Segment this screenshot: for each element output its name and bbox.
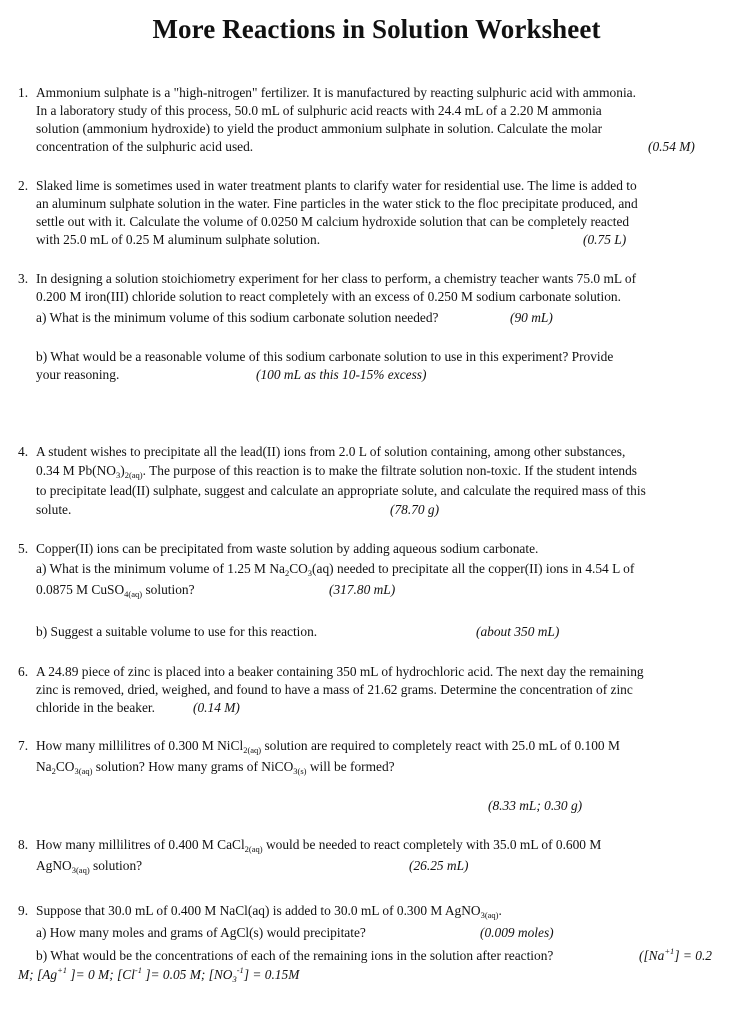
question-text: zinc is removed, dried, weighed, and found to have a mass of 21.62 grams. Determine the concentration of zinc — [36, 682, 633, 697]
answer: (317.80 mL) — [329, 582, 396, 597]
answer: (0.75 L) — [583, 232, 627, 247]
subquestion-a: a) What is the minimum volume of this sodium carbonate solution needed? — [36, 310, 439, 325]
subquestion-b: b) What would be a reasonable volume of this sodium carbonate solution to use in this experiment? Provide — [36, 349, 614, 364]
question-text: concentration of the sulphuric acid used. — [36, 139, 254, 154]
question-text: How many millilitres of 0.400 M CaCl$_{2(aq)}$ would be needed to react completely with 35.0 mL of 0.600 M — [36, 837, 602, 854]
question-number: 3. — [18, 271, 29, 286]
question-text: settle out with it. Calculate the volume of 0.0250 M calcium hydroxide solution that can be completely reacted — [36, 214, 630, 229]
answer: (8.33 mL; 0.30 g) — [488, 798, 583, 813]
question-number: 7. — [18, 738, 29, 753]
subquestion-a: a) What is the minimum volume of 1.25 M $Na_2CO_3(aq)$ needed to precipitate all the copper(II) ions in 4.54 L of — [36, 561, 635, 578]
question-4 — [18, 443, 723, 519]
question-text: 0.0875 M CuSO$_{4(aq)}$ solution? — [36, 582, 195, 599]
answer: (about 350 mL) — [476, 624, 560, 639]
question-text: an aluminum sulphate solution in the water. Fine particles in the water stick to the floc precipitate produced, and — [36, 196, 638, 211]
question-text: A 24.89 piece of zinc is placed into a beaker containing 350 mL of hydrochloric acid. The next day the remaining — [36, 664, 644, 679]
question-text: AgNO$_{3(aq)}$ solution? — [36, 858, 143, 875]
question-number: 2. — [18, 178, 29, 193]
page-title: More Reactions in Solution Worksheet — [152, 14, 601, 44]
question-8 — [18, 836, 723, 878]
question-6 — [18, 663, 723, 717]
question-number: 8. — [18, 837, 29, 852]
answer: (78.70 g) — [390, 502, 440, 517]
question-number: 5. — [18, 541, 29, 556]
question-text: Copper(II) ions can be precipitated from waste solution by adding aqueous sodium carbonate. — [36, 541, 539, 556]
answer: (0.009 moles) — [480, 925, 554, 940]
question-number: 9. — [18, 903, 29, 918]
question-text: Ammonium sulphate is a "high-nitrogen" fertilizer. It is manufactured by reacting sulphuric acid with ammonia. — [36, 85, 636, 100]
question-text: Suppose that 30.0 mL of 0.400 M NaCl(aq) is added to 30.0 mL of 0.300 M AgNO$_{3(aq)}$. — [36, 903, 502, 920]
question-text: solute. — [36, 502, 72, 517]
question-text: How many millilitres of 0.300 M NiCl$_{2(aq)}$ solution are required to completely react with 25.0 mL of 0.100 M — [36, 738, 620, 755]
question-7 — [18, 737, 723, 817]
question-5 — [18, 540, 723, 645]
question-text: with 25.0 mL of 0.25 M aluminum sulphate solution. — [36, 232, 321, 247]
subquestion-b: b) Suggest a suitable volume to use for this reaction. — [36, 624, 318, 639]
question-text: solution (ammonium hydroxide) to yield the product ammonium sulphate in solution. Calculate the molar — [36, 121, 603, 136]
question-number: 1. — [18, 85, 29, 100]
answer: (26.25 mL) — [409, 858, 469, 873]
question-text: 0.200 M iron(III) chloride solution to react completely with an excess of 0.250 M sodium carbonate solution. — [36, 289, 621, 304]
question-text: A student wishes to precipitate all the lead(II) ions from 2.0 L of solution containing, among other substances, — [36, 444, 626, 459]
question-text: your reasoning. — [36, 367, 120, 382]
question-number: 6. — [18, 664, 29, 679]
question-text: In a laboratory study of this process, 50.0 mL of sulphuric acid reacts with 24.4 mL of a 2.20 M ammonia — [36, 103, 602, 118]
answer: (100 mL as this 10-15% excess) — [256, 367, 427, 382]
subquestion-a: a) How many moles and grams of AgCl(s) would precipitate? — [36, 925, 366, 940]
answer: (90 mL) — [510, 310, 553, 325]
question-number: 4. — [18, 444, 29, 459]
question-1 — [18, 84, 723, 156]
answer: ($[Na^{+1}] = 0.2$ — [639, 946, 712, 963]
question-text: $Na_2CO_{3(aq)}$ solution? How many grams of NiCO$_{3(s)}$ will be formed? — [36, 759, 395, 776]
question-text: 0.34 M $Pb(NO_3)_{2(aq)}$. The purpose of this reaction is to make the filtrate solution non-toxic. If the student intends — [36, 463, 637, 480]
question-3 — [18, 270, 723, 390]
answer: (0.54 M) — [648, 139, 695, 154]
question-9 — [18, 902, 723, 992]
subquestion-b: b) What would be the concentrations of each of the remaining ions in the solution after reaction? — [36, 948, 554, 963]
question-text: In designing a solution stoichiometry experiment for her class to perform, a chemistry teacher wants 75.0 mL of — [36, 271, 637, 286]
question-text: Slaked lime is sometimes used in water treatment plants to clarify water for residential use. The lime is added to — [36, 178, 637, 193]
question-2 — [18, 177, 723, 249]
answer: (0.14 M) — [193, 700, 240, 715]
question-text: to precipitate lead(II) sulphate, suggest and calculate an appropriate solute, and calculate the required mass of this — [36, 483, 646, 498]
question-text: chloride in the beaker. — [36, 700, 155, 715]
answer: M; [$Ag^{+1}$ ]= 0 M; [$Cl^{-1}$ ]= 0.05 M; $[NO_3^{-1}] = 0.15M$ — [18, 965, 300, 984]
